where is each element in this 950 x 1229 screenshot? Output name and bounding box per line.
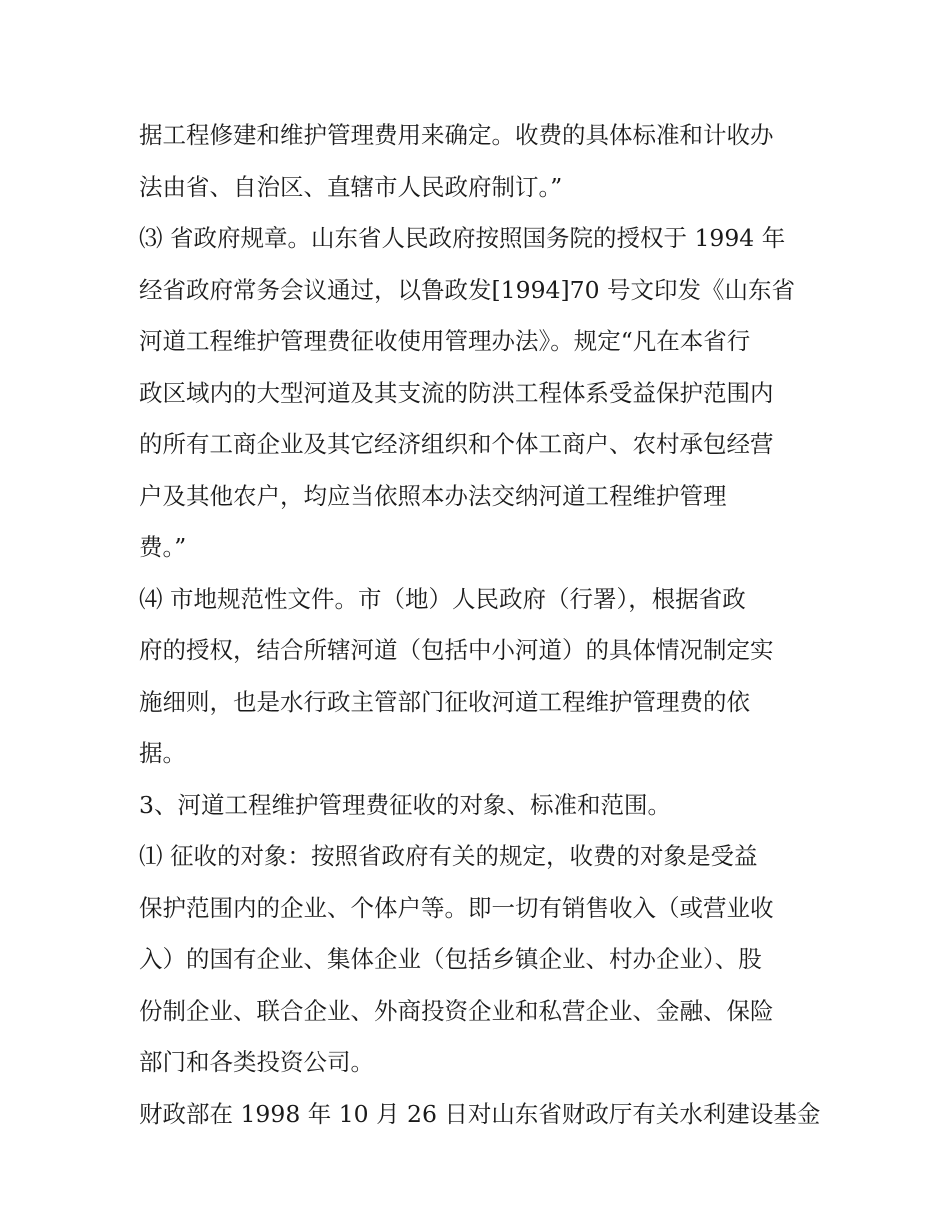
text-line: 府的授权，结合所辖河道（包括中小河道）的具体情况制定实 — [139, 636, 774, 664]
text-line: 费。” — [139, 533, 187, 561]
text-line: 3、河道工程维护管理费征收的对象、标准和范围。 — [139, 790, 671, 819]
text-line: 施细则，也是水行政主管部门征收河道工程维护管理费的依 — [139, 687, 750, 716]
text-line: 经省政府常务会议通过，以鲁政发[1994]70 号文印发《山东省 — [139, 275, 796, 304]
text-line: 政区域内的大型河道及其支流的防洪工程体系受益保护范围内 — [139, 378, 774, 407]
text-line: 据工程修建和维护管理费用来确定。收费的具体标准和计收办 — [139, 121, 774, 149]
text-line: 法由省、自治区、直辖市人民政府制订。” — [139, 172, 563, 201]
text-line: 据。 — [139, 739, 186, 767]
text-line: 户及其他农户，均应当依照本办法交纳河道工程维护管理 — [139, 481, 727, 510]
body-text — [139, 110, 819, 1140]
text-line: 财政部在 1998 年 10 月 26 日对山东省财政厅有关水利建设基金 — [139, 1099, 821, 1128]
text-line: ⑴ 征收的对象：按照省政府有关的规定，收费的对象是受益 — [139, 842, 758, 870]
text-line: ⑷ 市地规范性文件。市（地）人民政府（行署），根据省政 — [139, 584, 746, 613]
text-line: ⑶ 省政府规章。山东省人民政府按照国务院的授权于 1994 年 — [139, 224, 786, 252]
text-line: 的所有工商企业及其它经济组织和个体工商户、农村承包经营 — [139, 430, 774, 458]
text-line: 部门和各类投资公司。 — [139, 1048, 374, 1076]
text-line: 份制企业、联合企业、外商投资企业和私营企业、金融、保险 — [139, 996, 774, 1025]
text-line: 河道工程维护管理费征收使用管理办法》。规定“凡在本省行 — [139, 327, 751, 355]
text-line: 入）的国有企业、集体企业（包括乡镇企业、村办企业）、股 — [139, 945, 762, 973]
text-line: 保护范围内的企业、个体户等。即一切有销售收入（或营业收 — [139, 893, 774, 922]
